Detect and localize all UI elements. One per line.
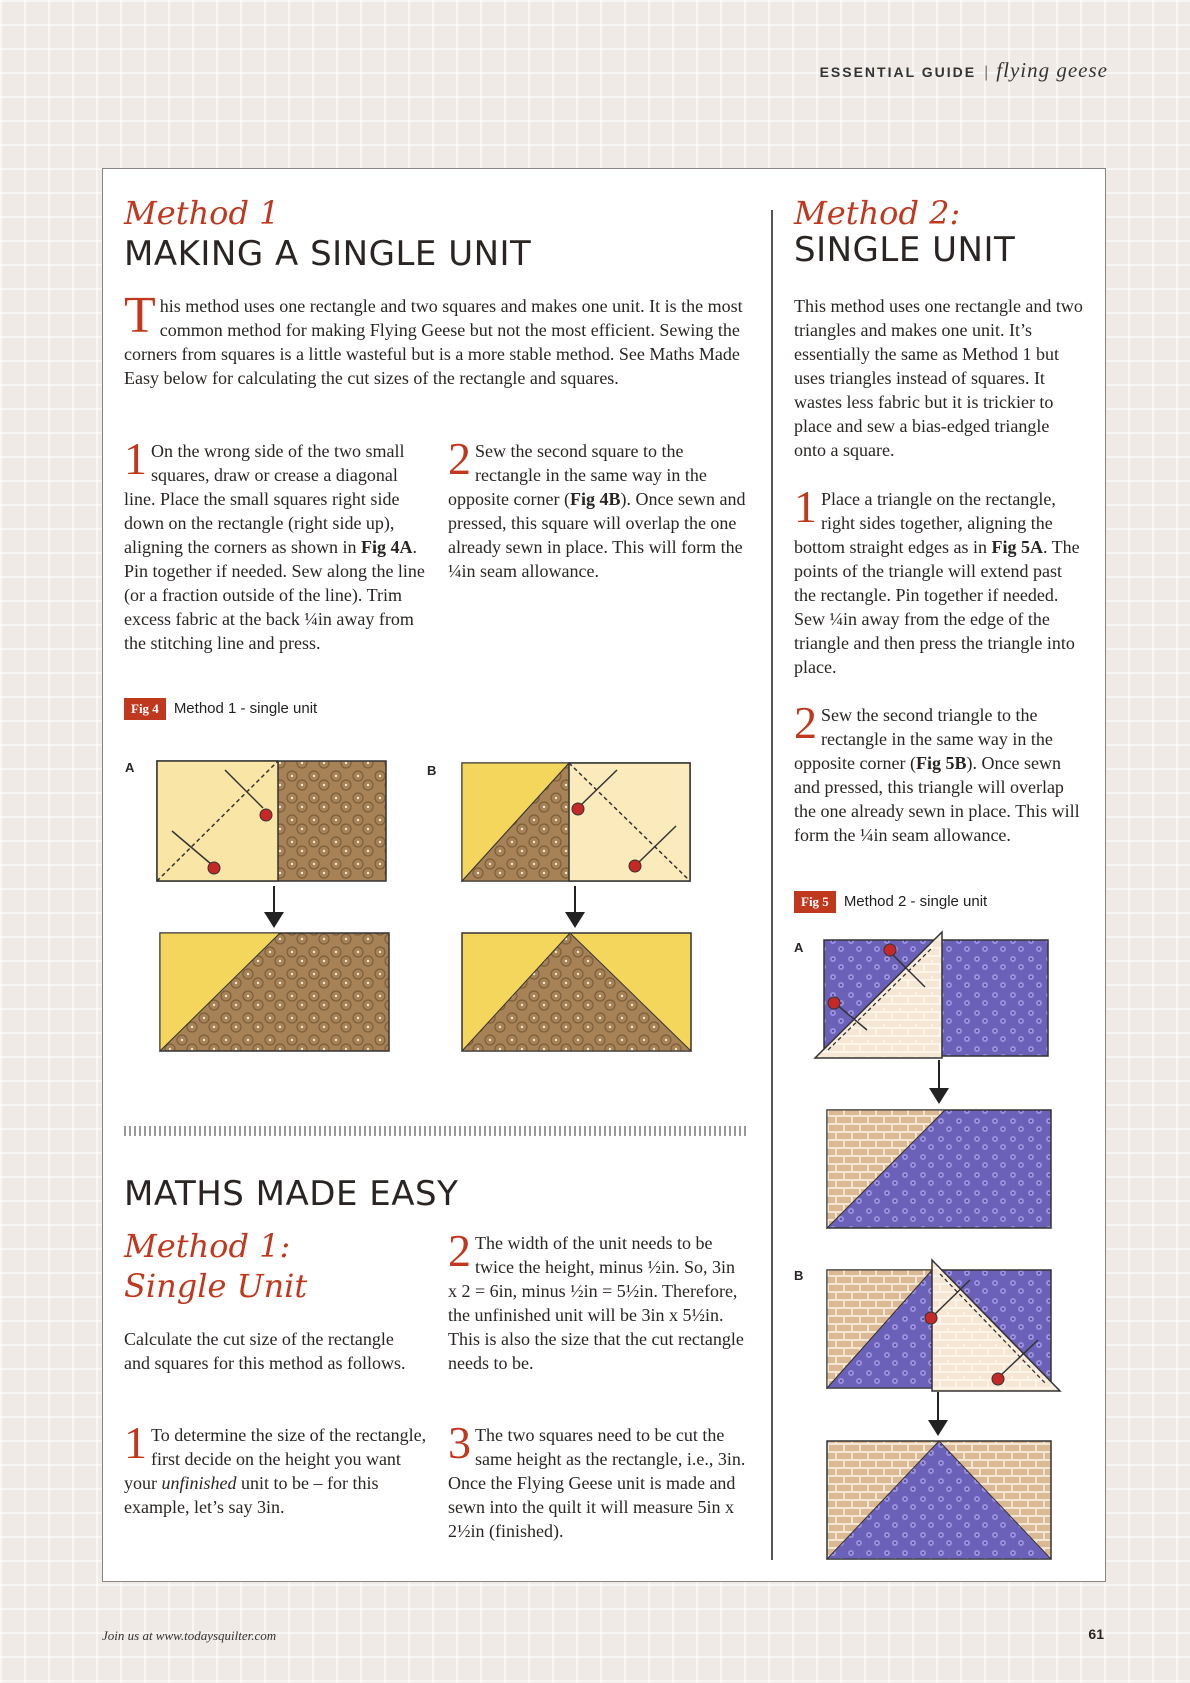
step-number: 1 <box>794 481 817 532</box>
page-number: 61 <box>1088 1626 1104 1642</box>
step-number: 3 <box>448 1417 471 1468</box>
step-text: Place a triangle on the rectangle, right sides together, aligning the bottom straight edges as in <box>794 489 1056 557</box>
footer-website: Join us at www.todaysquilter.com <box>102 1628 277 1643</box>
fig4-label-b: B <box>427 763 437 778</box>
header-separator: | <box>984 64 989 81</box>
header-topic: flying geese <box>996 58 1108 82</box>
fig5-caption-text: Method 2 - single unit <box>843 893 988 910</box>
fig5-tag: Fig 5 <box>794 891 836 913</box>
step-text: unit to be – for this example, let’s say 3in. <box>124 1473 379 1517</box>
step-text: To determine the size of the rectangle, first decide on the height you want your <box>124 1425 427 1493</box>
maths-intro: Calculate the cut size of the rectangle and squares for this method as follows. <box>124 1329 406 1373</box>
step-text: The two squares need to be cut the same height as the rectangle, i.e., 3in. Once the Flying Geese unit is made and sewn into the quilt it will measure 5in x 2½in (finished). <box>448 1425 746 1541</box>
fig-reference: Fig 5B <box>915 753 967 773</box>
fig-reference: Fig 4A <box>360 537 413 557</box>
fig4-label-a: A <box>125 760 135 775</box>
step-text: . The points of the triangle will extend past the rectangle. Pin together if needed. Sew ¼in away from the edge of the triangle and then press the triangle into place. <box>794 537 1080 677</box>
fig5-label-a: A <box>794 940 804 955</box>
fig4-caption-text: Method 1 - single unit <box>173 700 318 717</box>
step-number: 2 <box>448 1225 471 1276</box>
method1-intro-text: his method uses one rectangle and two squares and makes one unit. It is the most common method for making Flying Geese but not the most efficient. Sewing the corners from squares is a little wasteful but is a more stable method. See Maths Made Easy below for calculating the cut sizes of the rectangle and squares. <box>124 296 743 388</box>
step-text: . Pin together if needed. Sew along the line (or a fraction outside of the line). Trim excess fabric at the back ¼in away from the stitching line and press. <box>124 537 425 653</box>
fig4-tag: Fig 4 <box>124 698 166 720</box>
step-text: ). Once sewn and pressed, this square will overlap the one already sewn in place. This will form the ¼in seam allowance. <box>448 489 746 581</box>
fig-reference: Fig 4B <box>569 489 621 509</box>
step-text: Sew the second triangle to the rectangle in the same way in the opposite corner ( <box>794 705 1053 773</box>
maths-script-line2: Single Unit <box>124 1267 308 1305</box>
header-guide: ESSENTIAL GUIDE <box>819 64 977 80</box>
step-number: 1 <box>124 1417 147 1468</box>
method1-script-title: Method 1 <box>124 194 280 232</box>
step-number: 1 <box>124 433 147 484</box>
maths-title: MATHS MADE EASY <box>124 1174 459 1214</box>
step-text: On the wrong side of the two small squares, draw or crease a diagonal line. Place the small squares right side down on the rectangle (right side up), aligning the corners as shown in <box>124 441 405 557</box>
method2-intro: This method uses one rectangle and two triangles and makes one unit. It’s essentially the same as Method 1 but uses triangles instead of squares. It wastes less fabric but it is trickier to place and sew a bias-edged triangle onto a square. <box>794 296 1083 460</box>
fig5-label-b: B <box>794 1268 804 1283</box>
method1-title: MAKING A SINGLE UNIT <box>124 234 532 274</box>
emphasis: unfinished <box>161 1473 237 1493</box>
step-text: Sew the second square to the rectangle in the same way in the opposite corner ( <box>448 441 707 509</box>
step-text: The width of the unit needs to be twice the height, minus ½in. So, 3in x 2 = 6in, minus ½in = 5½in. Therefore, the unfinished unit will be 3in x 5½in. This is also the size that the cut rectangle needs to be. <box>448 1233 744 1373</box>
step-number: 2 <box>794 697 817 748</box>
method2-script-title: Method 2: <box>794 194 961 232</box>
step-number: 2 <box>448 433 471 484</box>
method2-title: SINGLE UNIT <box>794 230 1016 270</box>
step-text: ). Once sewn and pressed, this triangle will overlap the one already sewn in place. This will form the ¼in seam allowance. <box>794 753 1080 845</box>
drop-cap: T <box>124 287 156 344</box>
fig-reference: Fig 5A <box>991 537 1043 557</box>
maths-script-line1: Method 1: <box>124 1227 291 1265</box>
